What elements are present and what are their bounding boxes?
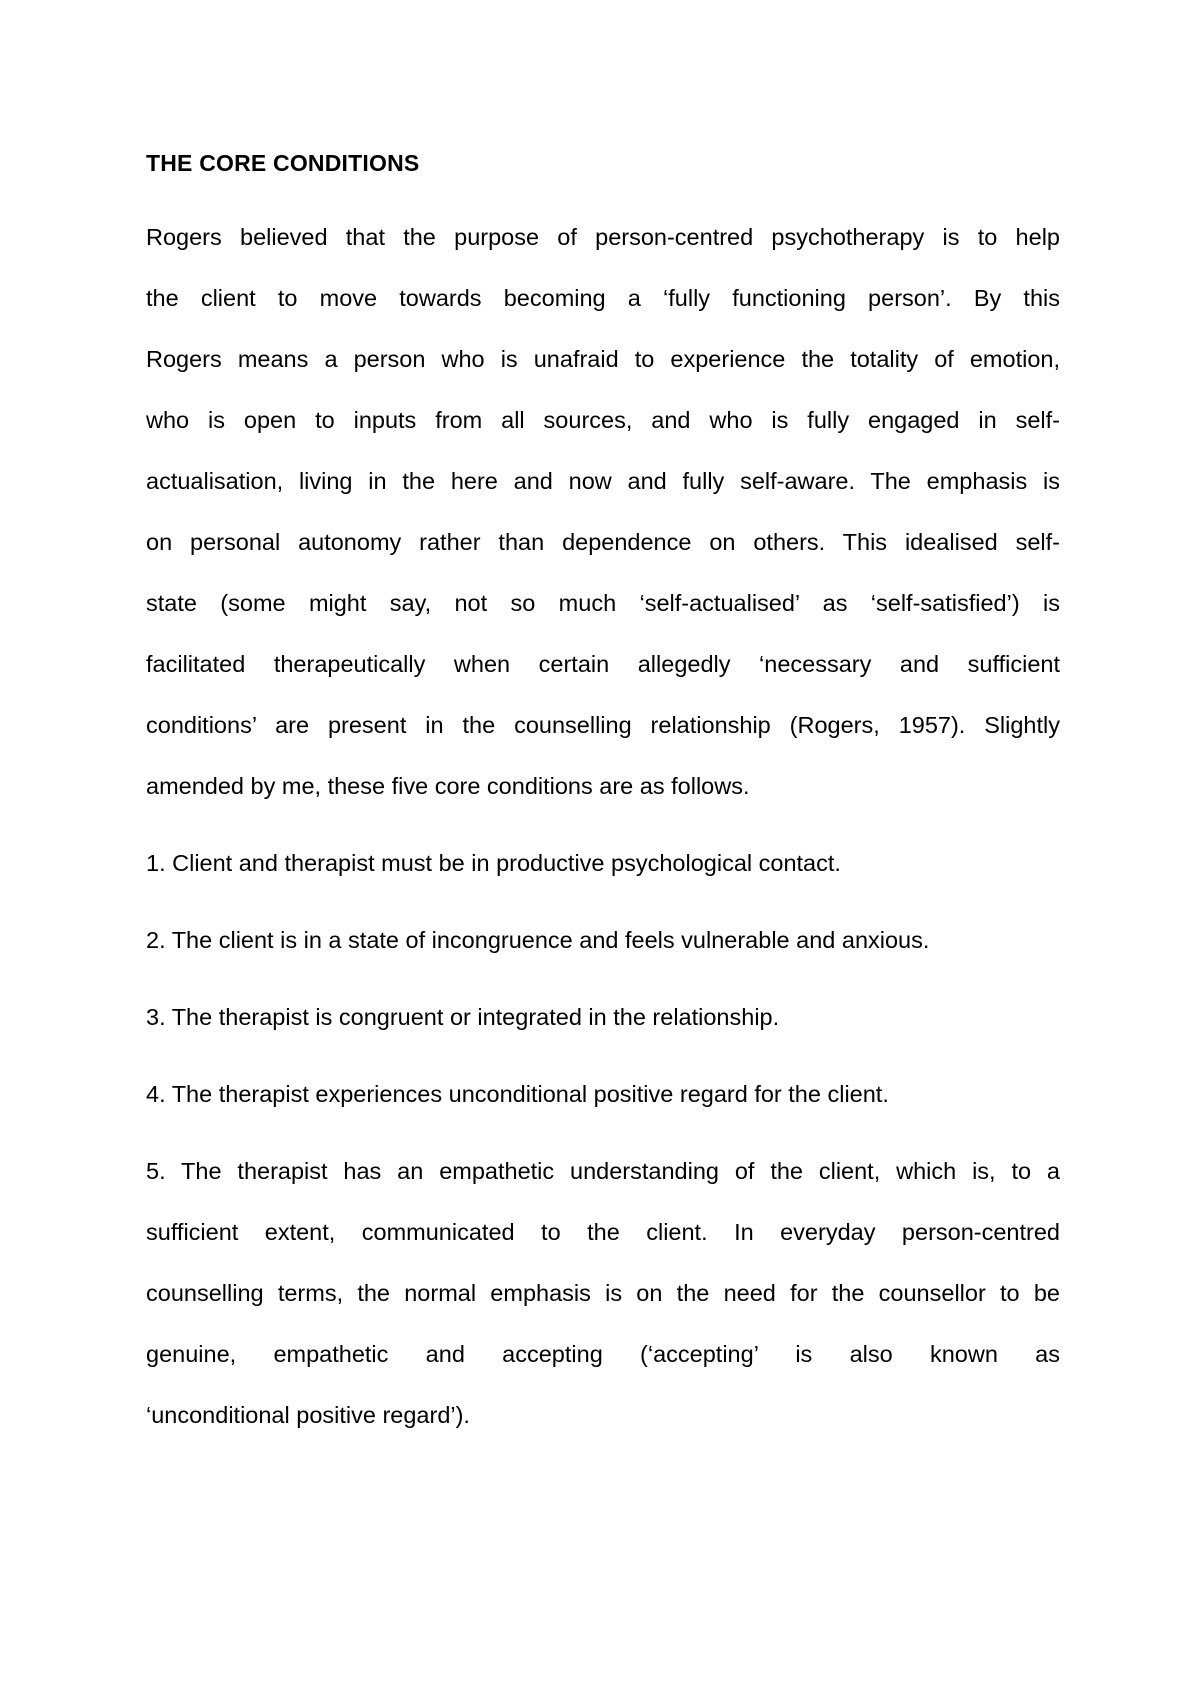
condition-item-1: 1. Client and therapist must be in productive psychological contact. [146, 850, 841, 876]
paragraph-line: on personal autonomy rather than dependence on others. This idealised self- [146, 529, 1060, 555]
document-heading: THE CORE CONDITIONS [146, 150, 420, 176]
condition-item-2: 2. The client is in a state of incongruence and feels vulnerable and anxious. [146, 927, 930, 953]
paragraph-line: amended by me, these five core conditions are as follows. [146, 773, 750, 799]
paragraph-line: counselling terms, the normal emphasis is on the need for the counsellor to be [146, 1280, 1060, 1306]
paragraph-line: ‘unconditional positive regard’). [146, 1402, 470, 1428]
paragraph-line: state (some might say, not so much ‘self-actualised’ as ‘self-satisfied’) is [146, 590, 1060, 616]
paragraph-line: Rogers believed that the purpose of person-centred psychotherapy is to help [146, 224, 1060, 250]
paragraph-line: sufficient extent, communicated to the client. In everyday person-centred [146, 1219, 1060, 1245]
paragraph-line: genuine, empathetic and accepting (‘accepting’ is also known as [146, 1341, 1060, 1367]
paragraph-line: Rogers means a person who is unafraid to experience the totality of emotion, [146, 346, 1060, 372]
paragraph-line: actualisation, living in the here and now and fully self-aware. The emphasis is [146, 468, 1060, 494]
paragraph-line: the client to move towards becoming a ‘fully functioning person’. By this [146, 285, 1060, 311]
condition-item-3: 3. The therapist is congruent or integrated in the relationship. [146, 1004, 780, 1030]
condition-item-4: 4. The therapist experiences unconditional positive regard for the client. [146, 1081, 889, 1107]
paragraph-line: conditions’ are present in the counselling relationship (Rogers, 1957). Slightly [146, 712, 1060, 738]
paragraph-line: who is open to inputs from all sources, and who is fully engaged in self- [146, 407, 1060, 433]
paragraph-line: 5. The therapist has an empathetic understanding of the client, which is, to a [146, 1158, 1060, 1184]
paragraph-line: facilitated therapeutically when certain allegedly ‘necessary and sufficient [146, 651, 1060, 677]
